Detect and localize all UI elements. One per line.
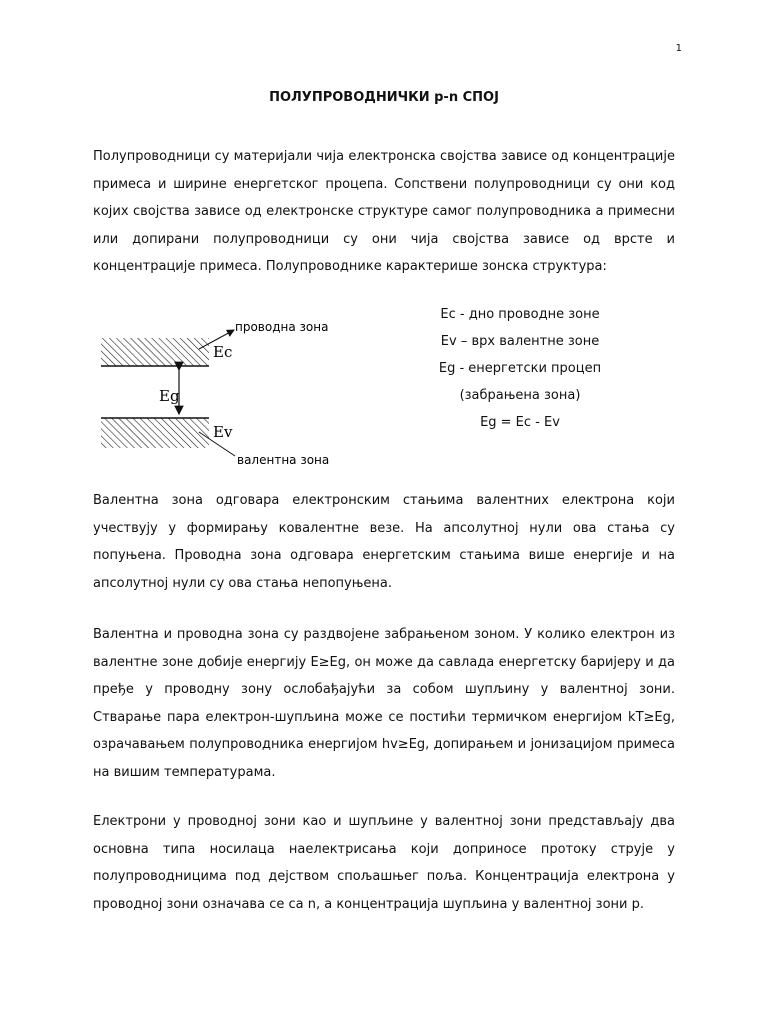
page-title: ПОЛУПРОВОДНИЧКИ p-n СПОЈ [269,90,499,105]
paragraph-valence: Валентна зона одговара електронским стањима валентних електрона који учествују у формирању ковалентне везе. На апсолутној нули ова стања су попуњена. Проводна зона одговара енергетским стањима више енергије и на апсолутној нули су ова стања непопуњена. [93,493,675,591]
conduction-band-label: проводна зона [235,320,329,334]
ev-label: Ev [213,423,233,441]
paragraph-intro: Полупроводници су материјали чија електронска својства зависе од концентрације примеса и ширине енергетског процепа. Сопствени полупроводници су они код којих својства зависе од електронске структуре самог полупроводника а примесни или допирани полупроводници су они чија својства зависе од врсте и концентрације примеса. Полупроводнике карактерише зонска структура: [93,149,675,274]
legend-line: Ev – врх валентне зоне [440,334,600,349]
band-legend [405,301,635,436]
valence-band-label: валентна зона [237,453,330,467]
legend-line: Ec - дно проводне зоне [440,307,600,322]
conduction-band [101,338,209,366]
eg-label: Eg [159,387,180,405]
band-diagram [95,310,355,470]
legend-line: Eg - енергетски процеп [438,361,602,376]
valence-band [101,418,209,448]
ec-label: Ec [213,343,233,361]
paragraph-carriers: Електрони у проводној зони као и шупљине у валентној зони представљају два основна типа носилаца наелектрисања који доприносе протоку струје у полупроводницима под дејством спољашњег поља. Концентрација електрона у проводној зони означава се са n, а концентрација шупљина у валентној зони p. [93,814,675,912]
legend-line: Eg = Ec - Ev [480,415,560,430]
page-number: 1 [675,43,682,54]
paragraph-separation: Валентна и проводна зона су раздвојене забрањеном зоном. У колико електрон из валентне зоне добије енергију E≥Eg, он може да савлада енергетску баријеру и да пређе у проводну зону ослобађајући за собом шупљину у валентној зони. Стварање пара електрон-шупљина може се постићи термичком енергијом kT≥Eg, озрачавањем полупроводника енергијом hv≥Eg, допирањем и јонизацијом примеса на вишим температурама. [93,627,675,780]
legend-line: (забрањена зона) [459,388,581,403]
